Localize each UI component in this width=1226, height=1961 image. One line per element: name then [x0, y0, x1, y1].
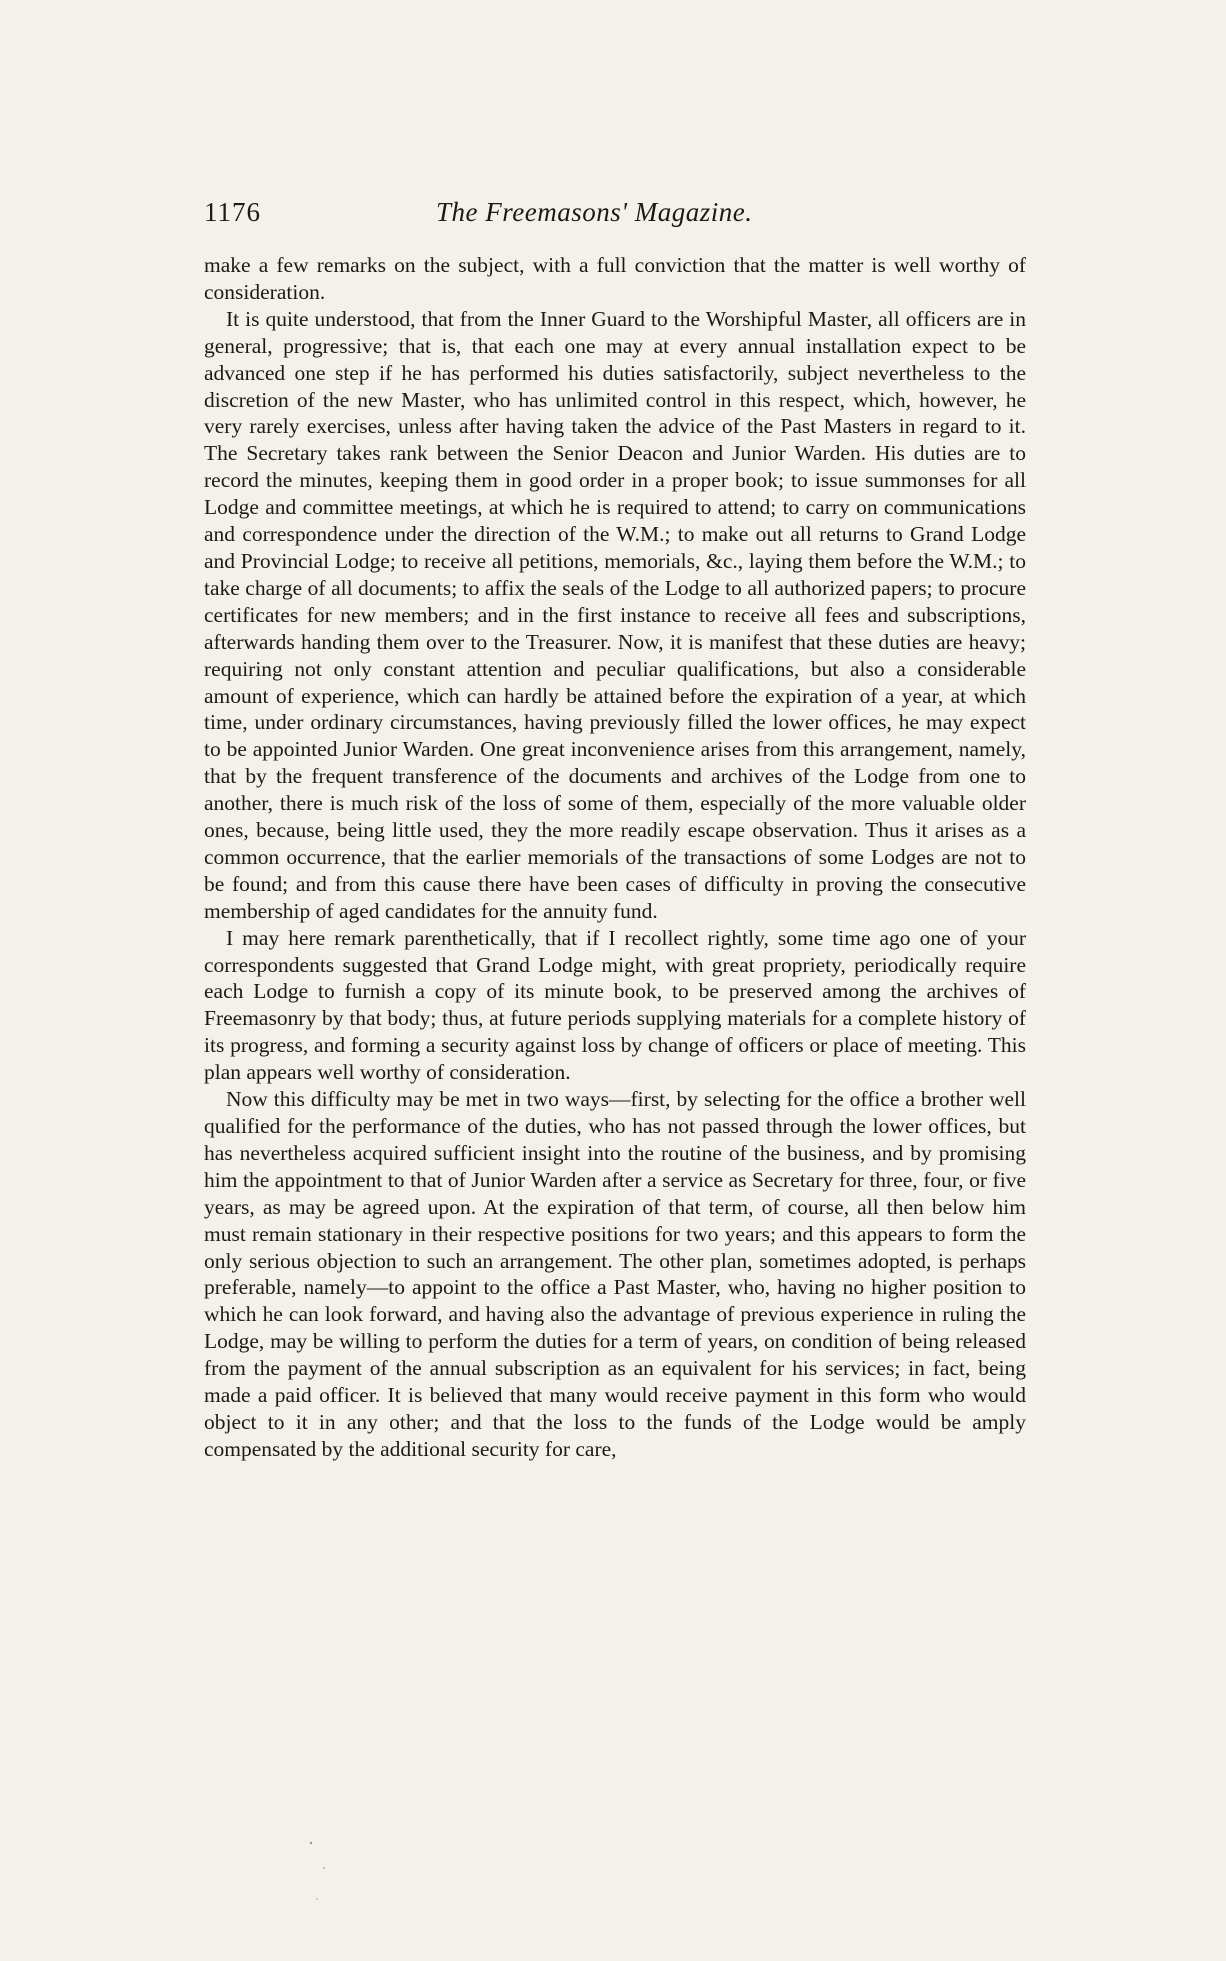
paper-speck — [323, 1867, 325, 1869]
paragraph-secretary-duties: It is quite understood, that from the Inner Guard to the Worshipful Master, all officers are in general, progressive; that is, that each one may at every annual installation expect to be advanced one step if he has performed his duties satisfactorily, subject nevertheless to the discretion of the new Master, who has unlimited control in this respect, which, however, he very rarely exercises, unless after having taken the advice of the Past Masters in regard to it. The Secretary takes rank between the Senior Deacon and Junior Warden. His duties are to record the minutes, keeping them in good order in a proper book; to issue summonses for all Lodge and committee meetings, at which he is required to attend; to carry on communications and correspondence under the direction of the W.M.; to make out all returns to Grand Lodge and Provincial Lodge; to receive all petitions, memorials, &c., laying them before the W.M.; to take charge of all documents; to affix the seals of the Lodge to all authorized papers; to procure certificates for new members; and in the first instance to receive all fees and subscriptions, afterwards handing them over to the Treasurer. Now, it is manifest that these duties are heavy; requiring not only constant attention and peculiar qualifications, but also a considerable amount of experience, which can hardly be attained before the expiration of a year, at which time, under ordinary circumstances, having previously filled the lower offices, he may expect to be appointed Junior Warden. One great inconvenience arises from this arrangement, namely, that by the frequent transference of the documents and archives of the Lodge from one to another, there is much risk of the loss of some of them, especially of the more valuable older ones, because, being little used, they the more readily escape observation. Thus it arises as a common occurrence, that the earlier memorials of the transactions of some Lodges are not to be found; and from this cause there have been cases of difficulty in proving the consecutive membership of aged candidates for the annuity fund. — [204, 306, 1026, 923]
paragraph-grand-lodge-suggestion: I may here remark parenthetically, that if I recollect rightly, some time ago one of your correspondents suggested that Grand Lodge might, with great propriety, periodically require each Lodge to furnish a copy of its minute book, to be preserved among the archives of Freemasonry by that body; thus, at future periods supplying materials for a complete history of its progress, and forming a security against loss by change of officers or place of meeting. This plan appears well worthy of consideration. — [204, 925, 1026, 1085]
paper-speck — [316, 1898, 318, 1900]
running-header — [204, 197, 1024, 233]
page-number: 1176 — [204, 197, 261, 227]
running-title: The Freemasons' Magazine. — [436, 197, 753, 227]
paragraph-continuation: make a few remarks on the subject, with a full conviction that the matter is well worthy of consideration. — [204, 253, 1026, 304]
paper-speck — [310, 1842, 312, 1844]
paragraph-two-ways: Now this difficulty may be met in two ways—first, by selecting for the office a brother well qualified for the performance of the duties, who has not passed through the lower offices, but has nevertheless acquired sufficient insight into the routine of the business, and by promising him the appointment to that of Junior Warden after a service as Secretary for three, four, or five years, as may be agreed upon. At the expiration of that term, of course, all then below him must remain stationary in their respective positions for two years; and this appears to form the only serious objection to such an arrangement. The other plan, sometimes adopted, is perhaps preferable, namely—to appoint to the office a Past Master, who, having no higher position to which he can look forward, and having also the advantage of previous experience in ruling the Lodge, may be willing to perform the duties for a term of years, on condition of being released from the payment of the annual subscription as an equivalent for his services; in fact, being made a paid officer. It is believed that many would receive payment in this form who would object to it in any other; and that the loss to the funds of the Lodge would be amply compensated by the additional security for care, — [204, 1087, 1026, 1461]
article-body — [204, 252, 1026, 1463]
